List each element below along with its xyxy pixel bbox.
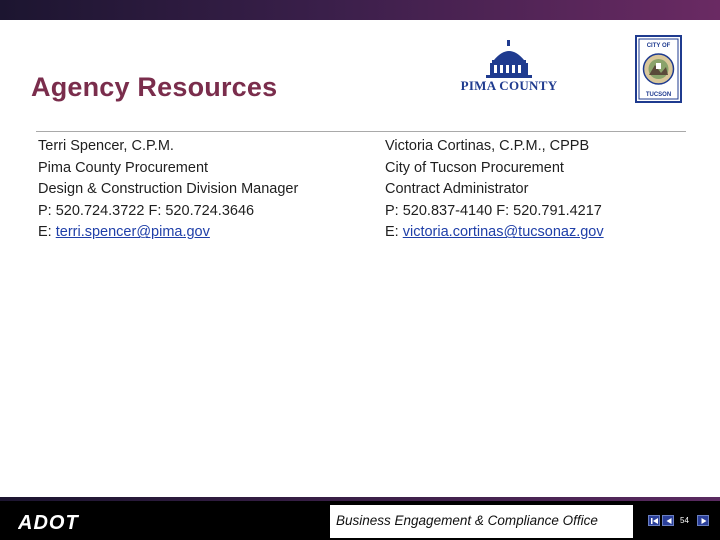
pima-county-logo — [456, 40, 562, 96]
tucson-seal-icon — [635, 35, 682, 103]
contact-role: Contract Administrator — [385, 181, 529, 198]
contact-organization: Pima County Procurement — [38, 159, 209, 176]
email-label: E: — [38, 224, 56, 241]
contact-role: Design & Construction Division Manager — [38, 181, 299, 198]
previous-slide-icon[interactable] — [662, 515, 674, 526]
contact-email-row — [38, 222, 298, 244]
contact-phone-fax: P: 520.724.3722 F: 520.724.3646 — [38, 202, 255, 219]
title-divider — [36, 131, 686, 132]
footer-office-name: Business Engagement & Compliance Office — [336, 513, 598, 528]
contact-card-tucson — [385, 136, 604, 244]
email-label: E: — [385, 224, 403, 241]
svg-text:ADOT: ADOT — [18, 513, 79, 531]
pima-county-logo-text: PIMA COUNTY — [460, 78, 558, 93]
contact-name: Victoria Cortinas, C.P.M., CPPB — [385, 138, 590, 154]
first-slide-icon[interactable] — [648, 515, 660, 526]
svg-text:TUCSON: TUCSON — [645, 92, 672, 98]
city-of-tucson-seal — [635, 35, 682, 103]
slide-number: 54 — [680, 516, 689, 525]
contact-organization: City of Tucson Procurement — [385, 159, 564, 176]
email-link[interactable]: victoria.cortinas@tucsonaz.gov — [402, 224, 604, 241]
contact-card-pima — [38, 136, 298, 244]
next-slide-icon[interactable] — [697, 515, 709, 526]
email-link[interactable]: terri.spencer@pima.gov — [55, 224, 210, 241]
adot-wordmark-icon — [18, 513, 98, 531]
svg-text:CITY OF: CITY OF — [646, 43, 671, 49]
pima-county-dome-icon — [456, 40, 562, 80]
contact-name: Terri Spencer, C.P.M. — [38, 138, 174, 154]
contact-email-row — [385, 222, 604, 244]
top-banner — [0, 0, 720, 20]
adot-logo — [18, 513, 98, 531]
slide-title: Agency Resources — [31, 72, 278, 102]
contact-phone-fax: P: 520.837-4140 F: 520.791.4217 — [385, 202, 602, 219]
